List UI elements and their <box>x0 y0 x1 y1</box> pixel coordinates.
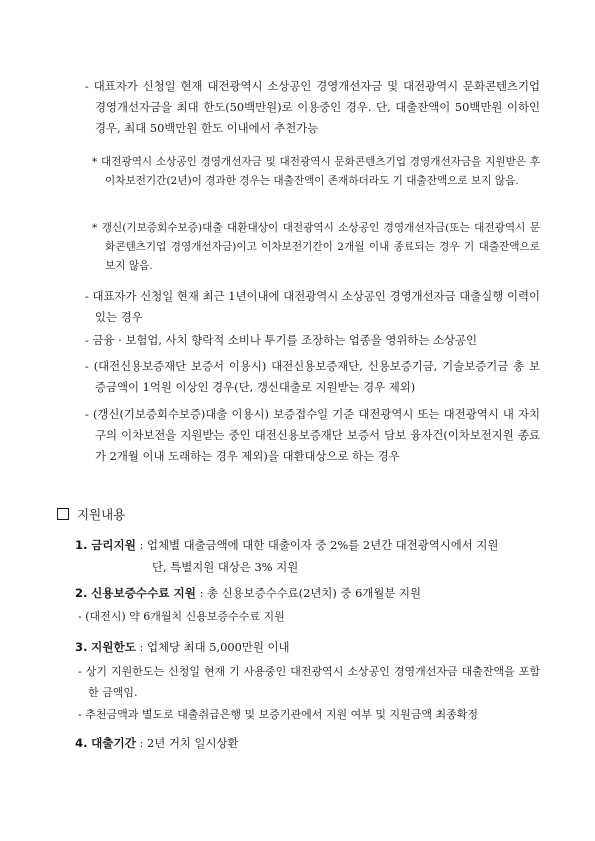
criteria-note: * 대전광역시 소상공인 경영개선자금 및 대전광역시 문화콘텐츠기업 경영개선자금을 지원받은 후 이차보전기간(2년)이 경과한 경우는 대출잔액이 존재하더라도 기 대출잔액으로 보지 않음. <box>92 156 540 187</box>
section-heading <box>57 505 125 523</box>
criteria-note: * 갱신(기보증회수보증)대출 대환대상이 대전광역시 소상공인 경영개선자금(또는 대전광역시 문화콘텐츠기업 경영개선자금)이고 이차보전기간이 2개월 이내 종료되는 경우 기 대출잔액으로 보지 않음. <box>92 222 540 272</box>
item-number: 1. <box>75 538 88 552</box>
item-number: 4. <box>75 736 88 750</box>
criteria-item: - (대전신용보증재단 보증서 이용시) 대전신용보증재단, 신용보증기금, 기술보증기금 총 보증금액이 1억원 이상인 경우(단, 갱신대출로 지원받는 경우 제외) <box>85 359 540 394</box>
item-desc: : 업체별 대출금액에 대한 대출이자 중 2%를 2년간 대전광역시에서 지원 <box>139 538 499 552</box>
criteria-item: - 금융 · 보험업, 사치 향락적 소비나 투기를 조장하는 업종을 영위하는 소상공인 <box>85 333 478 347</box>
support-item <box>75 583 540 604</box>
item-desc: : 총 신용보증수수료(2년치) 중 6개월분 지원 <box>199 586 421 600</box>
support-item <box>75 733 540 754</box>
item-sub: - 상기 지원한도는 신청일 현재 기 사용중인 대전광역시 소상공인 경영개선자금 대출잔액을 포함한 금액임. <box>78 665 540 699</box>
item-desc-continuation: 단, 특별지원 대상은 3% 지원 <box>152 560 299 574</box>
item-desc: : 업체당 최대 5,000만원 이내 <box>139 640 290 654</box>
checkbox-square-icon <box>57 508 69 520</box>
item-title: 신용보증수수료 지원 <box>91 586 196 600</box>
item-sub: - 추천금액과 별도로 대출취급은행 및 보증기관에서 지원 여부 및 지원금액 최종확정 <box>78 708 478 721</box>
item-title: 지원한도 <box>91 640 136 654</box>
support-item <box>75 535 540 556</box>
item-title: 대출기간 <box>91 736 136 750</box>
criteria-item: - 대표자가 신청일 현재 대전광역시 소상공인 경영개선자금 및 대전광역시 문화콘텐츠기업 경영개선자금을 최대 한도(50백만원)로 이용중인 경우. 단, 대출잔액이 50백만원 이하인 경우, 최대 50백만원 한도 이내에서 추천가능 <box>85 79 540 135</box>
criteria-item: - (갱신(기보증회수보증)대출 이용시) 보증접수일 기준 대전광역시 또는 대전광역시 내 자치구의 이차보전을 지원받는 중인 대전신용보증재단 보증서 담보 융자건(이차보전지원 종료가 2개월 이내 도래하는 경우 제외)을 대환대상으로 하는 경우 <box>85 407 540 463</box>
item-desc: : 2년 거치 일시상환 <box>139 736 239 750</box>
item-title: 금리지원 <box>91 538 136 552</box>
support-item <box>75 637 540 658</box>
item-sub: - (대전시) 약 6개월치 신용보증수수료 지원 <box>78 610 285 623</box>
criteria-item: - 대표자가 신청일 현재 최근 1년이내에 대전광역시 소상공인 경영개선자금 대출실행 이력이 있는 경우 <box>85 289 540 324</box>
item-number: 3. <box>75 640 88 654</box>
item-number: 2. <box>75 586 88 600</box>
section-title: 지원내용 <box>77 507 126 522</box>
